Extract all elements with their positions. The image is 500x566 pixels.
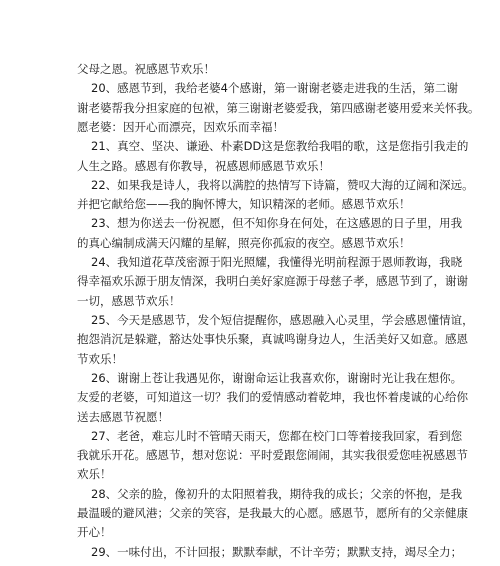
text-line: 27、老爸，难忘儿时不管晴天雨天，您都在校门口等着接我回家，看到您 <box>91 428 463 443</box>
text-line: 20、感恩节到，我给老婆4个感谢，第一谢谢老婆走进我的生活，第二谢 <box>91 81 458 96</box>
text-line: 节欢乐！ <box>77 351 123 366</box>
text-line: 欢乐！ <box>77 467 112 482</box>
text-line: 23、想为你送去一份祝愿，但不知你身在何处，在这感恩的日子里，用我 <box>91 216 463 231</box>
paragraph-26 <box>77 369 468 427</box>
paragraph-28 <box>77 485 468 543</box>
text-line: 26、谢谢上苍让我遇见你，谢谢命运让我喜欢你，谢谢时光让我在想你。 <box>91 370 463 385</box>
text-line: 愿老婆：因开心而漂亮，因欢乐而幸福！ <box>77 119 284 134</box>
paragraph-21 <box>77 137 469 176</box>
text-line: 我就乐开花。感恩节，想对您说：平时爱跟您闹闹，其实我很爱您哇祝感恩节 <box>77 448 468 463</box>
text-line: 送去感恩节祝愿！ <box>77 409 169 424</box>
text-line: 21、真空、坚决、谦逊、朴素DD这是您教给我唱的歌，这是您指引我走的 <box>91 139 469 154</box>
paragraph-22 <box>77 176 474 215</box>
paragraph-0 <box>77 60 423 79</box>
paragraph-27 <box>77 427 468 485</box>
paragraph-24 <box>77 253 468 311</box>
text-line: 24、我知道花草茂密源于阳光照耀，我懂得光明前程源于恩师教诲，我晓 <box>91 255 463 270</box>
text-line: 开心！ <box>77 525 112 540</box>
text-line: 人生之路。感恩有你教导，祝感恩师感恩节欢乐！ <box>77 158 330 173</box>
text-line: 友爱的老婆，可知道这一切？我们的爱情感动着乾坤，我也怀着虔诚的心给你 <box>77 390 468 405</box>
paragraph-25 <box>77 311 474 369</box>
paragraph-20 <box>77 79 480 137</box>
text-line: 22、如果我是诗人，我将以满腔的热情写下诗篇，赞叹大海的辽阔和深远。 <box>91 177 474 192</box>
text-line: 谢老婆帮我分担家庭的包袱，第三谢谢老婆爱我，第四感谢老婆用爱来关怀我。 <box>77 100 480 115</box>
text-line: 并把它献给您——我的胸怀博大，知识精深的老师。感恩节欢乐！ <box>77 197 411 212</box>
text-line: 28、父亲的脸，像初升的太阳照着我，期待我的成长；父亲的怀抱，是我 <box>91 486 463 501</box>
text-line: 抱怨消沉是躲避，豁达处事快乐聚，真诚鸣谢身边人，生活美好又如意。感恩 <box>77 332 468 347</box>
text-line: 得幸福欢乐源于朋友情深，我明白美好家庭源于母慈子孝，感恩节到了，谢谢 <box>77 274 468 289</box>
text-line: 29、一味付出，不计回报；默默奉献，不计辛劳；默默支持，竭尽全力； <box>91 544 463 559</box>
paragraph-23 <box>77 214 463 253</box>
text-line: 父母之恩。祝感恩节欢乐！ <box>77 62 215 76</box>
text-line: 一切，感恩节欢乐！ <box>77 293 181 308</box>
text-line: 最温暖的避风港；父亲的笑容，是我最大的心愿。感恩节，愿所有的父亲健康 <box>77 506 468 521</box>
text-line: 的真心编制成满天闪耀的星解，照亮你孤寂的夜空。感恩节欢乐！ <box>77 235 411 250</box>
text-line: 25、今天是感恩节，发个短信提醒你，感恩融入心灵里，学会感恩懂情谊， <box>91 313 474 327</box>
paragraph-29 <box>77 543 463 562</box>
